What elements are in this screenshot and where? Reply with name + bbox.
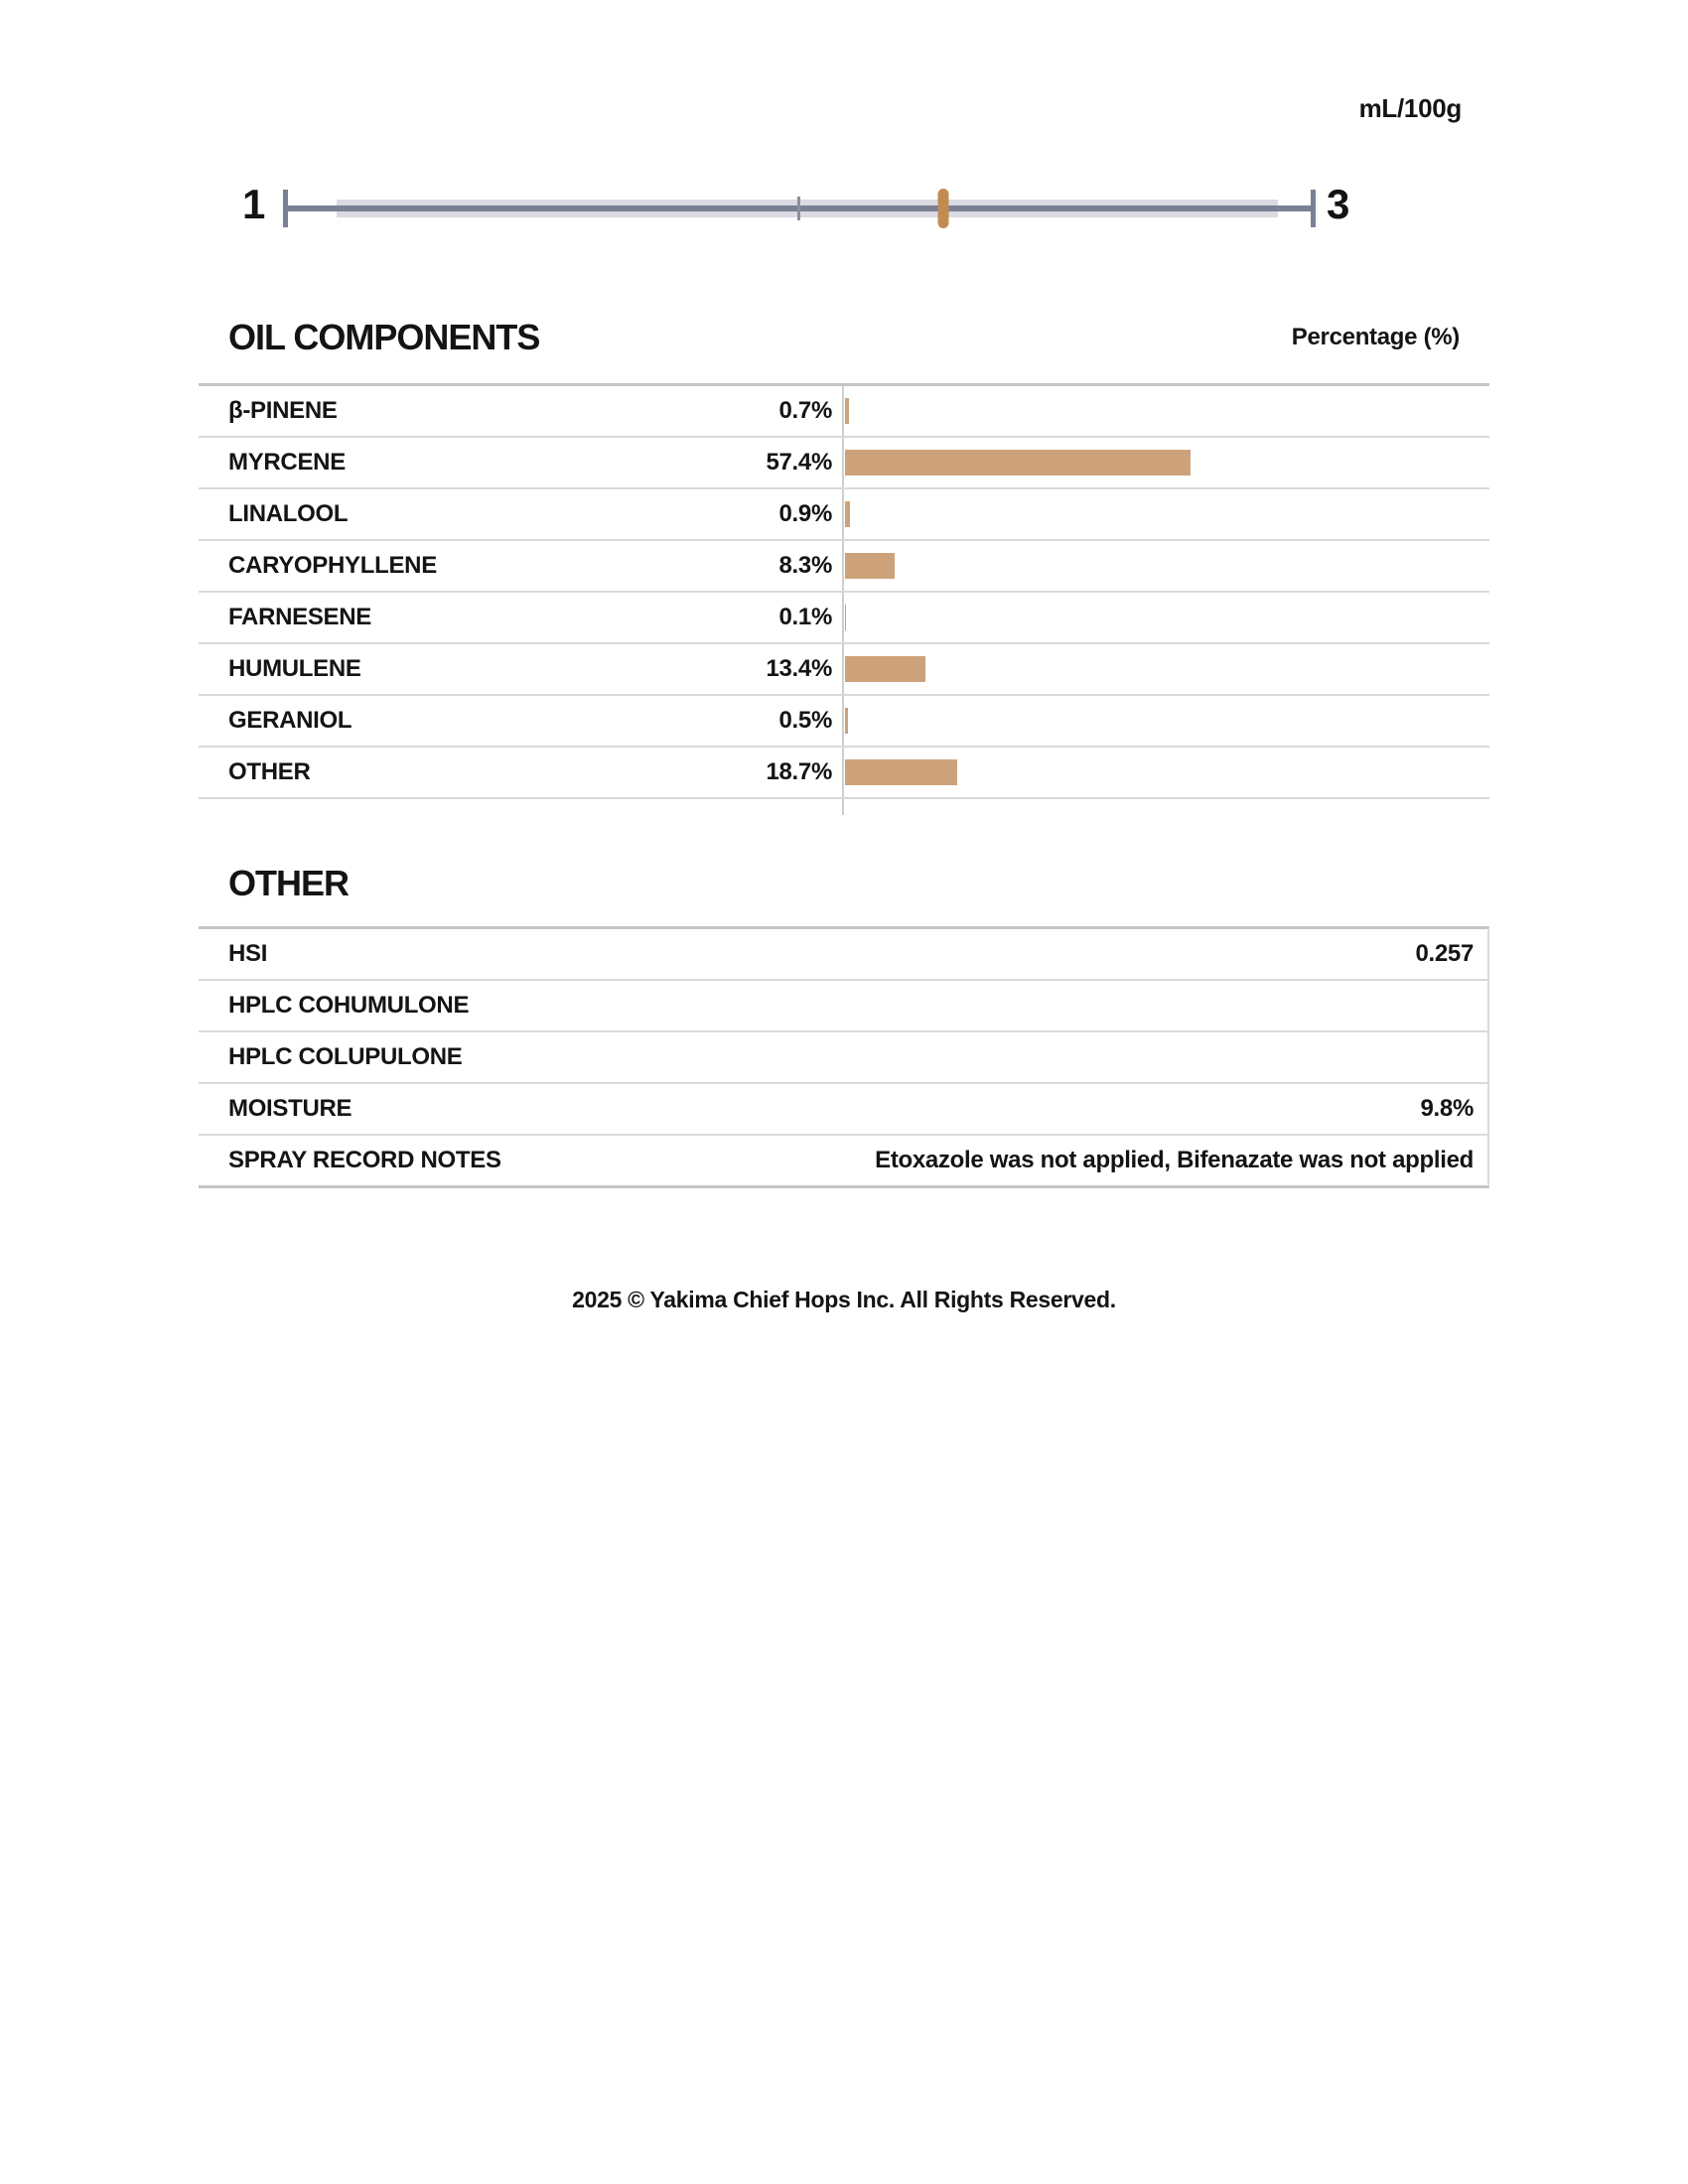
component-value: 18.7%	[766, 758, 832, 785]
component-bar	[845, 656, 925, 682]
row-label: SPRAY RECORD NOTES	[228, 1147, 501, 1173]
component-label: β-PINENE	[228, 397, 338, 424]
bar-track	[845, 605, 1447, 630]
table-row	[199, 541, 1489, 593]
component-label: GERANIOL	[228, 707, 352, 734]
row-value: 0.257	[1415, 940, 1474, 967]
component-label: CARYOPHYLLENE	[228, 552, 437, 579]
component-bar	[845, 759, 957, 785]
table-row	[199, 748, 1489, 799]
copyright-footer: 2025 © Yakima Chief Hops Inc. All Rights Reserved.	[572, 1287, 1116, 1312]
table-row	[199, 981, 1487, 1032]
component-label: LINALOOL	[228, 500, 349, 527]
table-row	[199, 696, 1489, 748]
bar-track	[845, 398, 1447, 424]
component-bar	[845, 605, 846, 630]
slider-max-label: 3	[1327, 181, 1349, 227]
slider-left-cap	[283, 190, 288, 227]
component-label: HUMULENE	[228, 655, 361, 682]
bar-track	[845, 656, 1447, 682]
bar-track	[845, 450, 1447, 476]
component-value: 0.1%	[778, 604, 832, 630]
component-bar	[845, 501, 850, 527]
other-section-title: OTHER	[228, 863, 349, 903]
bar-track	[845, 708, 1447, 734]
bar-track	[845, 501, 1447, 527]
component-bar	[845, 398, 849, 424]
component-value: 0.9%	[778, 500, 832, 527]
table-row	[199, 593, 1489, 644]
slider-min-label: 1	[242, 181, 265, 227]
component-bar	[845, 553, 895, 579]
component-value: 8.3%	[778, 552, 832, 579]
component-value: 0.5%	[778, 707, 832, 734]
oil-components-header	[228, 316, 1460, 359]
table-row	[199, 929, 1487, 981]
oil-components-title: OIL COMPONENTS	[228, 317, 540, 357]
row-value: 9.8%	[1420, 1095, 1474, 1122]
component-label: MYRCENE	[228, 449, 346, 476]
slider-track	[285, 187, 1314, 230]
component-value: 0.7%	[778, 397, 832, 424]
bar-track	[845, 553, 1447, 579]
row-label: HSI	[228, 940, 268, 967]
table-row	[199, 1084, 1487, 1136]
component-value: 13.4%	[766, 655, 832, 682]
percentage-column-header: Percentage (%)	[1291, 324, 1460, 350]
slider-midpoint-tick	[797, 197, 800, 220]
oil-components-table	[199, 383, 1489, 799]
other-table	[199, 926, 1489, 1188]
component-label: OTHER	[228, 758, 311, 785]
row-label: HPLC COHUMULONE	[228, 992, 470, 1019]
row-label: MOISTURE	[228, 1095, 352, 1122]
component-value: 57.4%	[766, 449, 832, 476]
table-row	[199, 386, 1489, 438]
table-row	[199, 489, 1489, 541]
slider-right-cap	[1311, 190, 1316, 227]
row-value: Etoxazole was not applied, Bifenazate was not applied	[875, 1147, 1474, 1173]
row-label: HPLC COLUPULONE	[228, 1043, 463, 1070]
table-row	[199, 644, 1489, 696]
table-row	[199, 1136, 1487, 1185]
component-label: FARNESENE	[228, 604, 371, 630]
component-bar	[845, 450, 1191, 476]
slider-value-marker	[938, 189, 949, 228]
table-row	[199, 1032, 1487, 1084]
table-row	[199, 438, 1489, 489]
unit-label: mL/100g	[1358, 93, 1462, 123]
component-bar	[845, 708, 848, 734]
bar-track	[845, 759, 1447, 785]
